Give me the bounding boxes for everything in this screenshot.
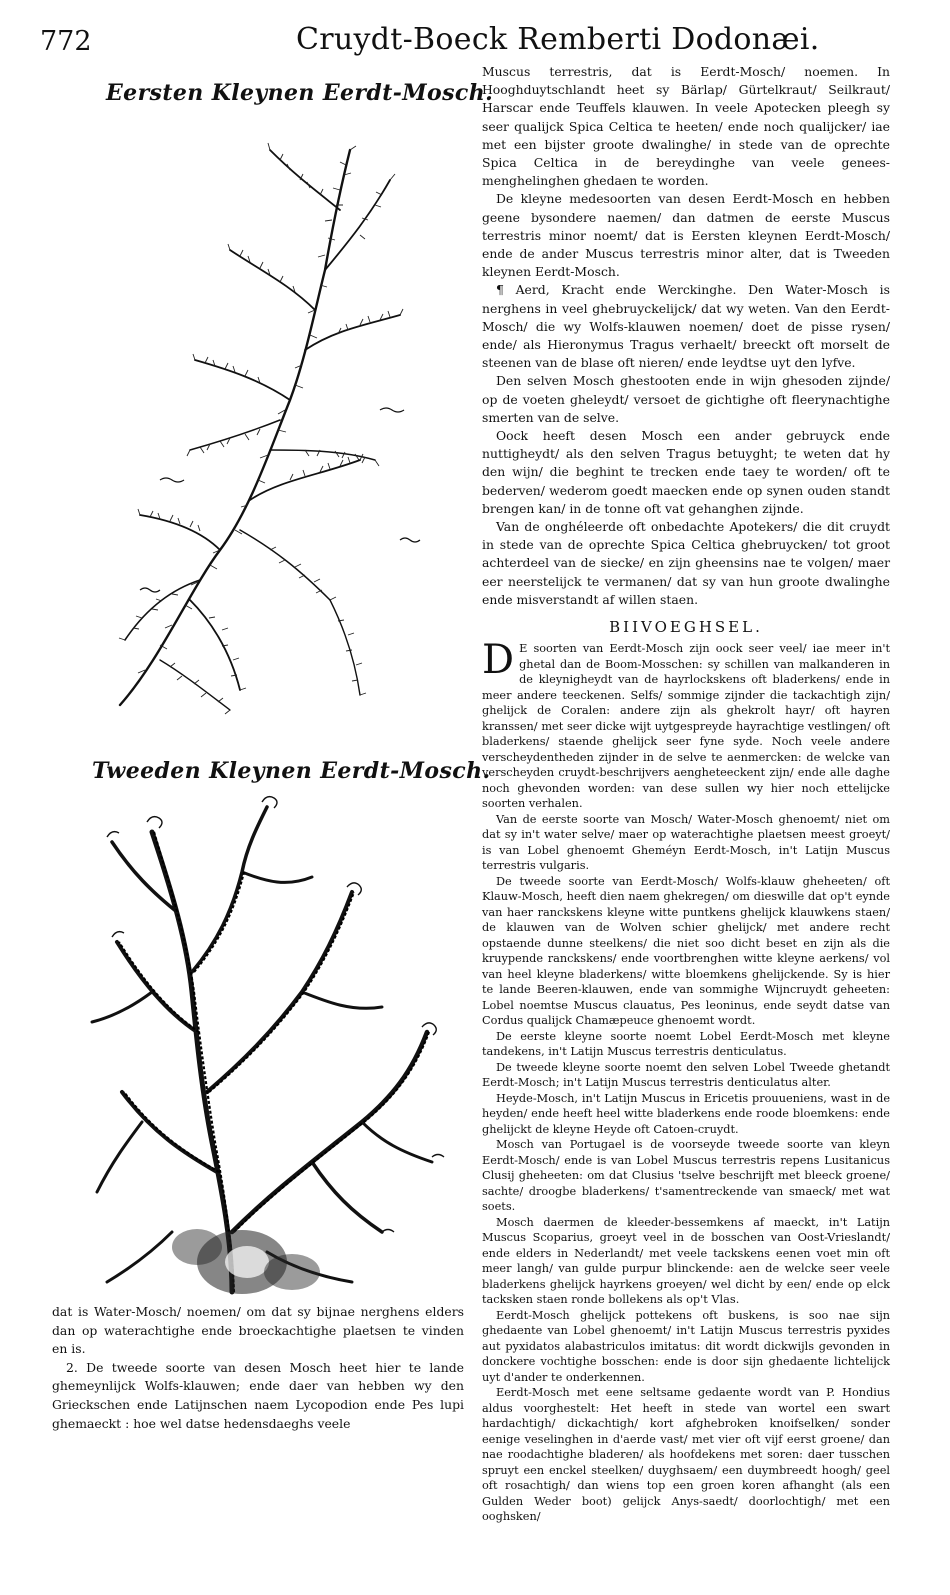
paragraph: Mosch van Portugael is de voorseyde tweede soorte van kleyn Eerdt-Mosch/ ende is van Lobel Muscus terrestris repens Lusitanicus Clusij gheheeten: om dat Clusius 'tselve beschrijft met bleeck groene/ sachte/ droogbe bladerkens/ t'samentreckende van smaeck/ met wat soets. <box>482 1138 890 1214</box>
left-column <box>52 1303 464 1433</box>
paragraph: Van de onghéleerde oft onbedachte Apotekers/ die dit cruydt in stede van de oprechte Spica Celtica ghebruycken/ tot groot achterdeel van de siecke/ en zijn gheensins nae te volgen/ maer eer neerstelijck te vermanen/ dat sy van hun groote dwalinghe ende misverstandt af willen staen. <box>482 519 890 607</box>
paragraph: dat is Water-Mosch/ noemen/ om dat sy bijnae nerghens elders dan op waterachtighe ende broeckachtighe plaetsen te vinden en is. <box>52 1304 464 1357</box>
paragraph: De tweede soorte van Eerdt-Mosch/ Wolfs-klauw gheheeten/ oft Klauw-Mosch, heeft dien naem ghekregen/ om dieswille dat op't eynde van haer ranckskens kleyne witte puntkens ghelijck klauwkens staen/ de klauwen van de Wolven schier ghelijck/ met andere recht opstaende dunne steelkens/ die niet soo dicht beset en zijn als die kruypende ranckskens/ ende voortbrenghen witte kleyne aerkens/ vol van heel kleyne bladerkens/ witte bloemkens ghelijckende. Sy is hier te lande Beeren-klauwen, ende van sommighe Wijncruydt geheeten: Lobel noemtse Muscus clauatus, Pes leoninus, ende seydt datse van Cordus qualijck Chamæpeuce ghenoemt wordt. <box>482 874 890 1028</box>
paragraph <box>482 637 890 812</box>
paragraph: De kleyne medesoorten van desen Eerdt-Mosch en hebben geene bysondere naemen/ dan datmen de eerste Muscus terrestris minor noemt/ dat is Eersten kleynen Eerdt-Mosch/ ende de ander Muscus terrestris minor alter, dat is Tweeden kleynen Eerdt-Mosch. <box>482 191 890 280</box>
page-number: 772 <box>40 26 92 57</box>
paragraph: 2. De tweede soorte van desen Mosch heet hier te lande ghemeynlijck Wolfs-klauwen; ende daer van hebben wy den Grieckschen ende Latijnschen naem Lycopodion ende Pes lupi ghemaeckt : hoe wel datse hedensdaeghs veele <box>52 1359 464 1431</box>
running-title: Cruydt-Boeck Remberti Dodonæi. <box>296 22 820 57</box>
paragraph: Mosch daermen de kleeder-bessemkens af maeckt, in't Latijn Muscus Scoparius, groeyt veel in de bosschen van Oost-Vrieslandt/ ende elders in Nederlandt/ met veele tackskens eenen voet min oft meer langh/ van gulde purpur blinckende: aen de welcke seer veele bladerkens ghelijck hayrkens groeyen/ wel dicht by een/ ende op elck tacksken staen ronde bollekens als op't Vlas. <box>482 1215 890 1307</box>
paragraph: De eerste kleyne soorte noemt Lobel Eerdt-Mosch met kleyne tandekens, in't Latijn Muscus terrestris denticulatus. <box>482 1029 890 1059</box>
paragraph: De tweede kleyne soorte noemt den selven Lobel Tweede ghetandt Eerdt-Mosch; in't Latijn Muscus terrestris denticulatus alter. <box>482 1060 890 1090</box>
moss-woodcut-2-icon <box>82 792 452 1298</box>
moss-woodcut-1-icon <box>100 120 440 720</box>
paragraph: Eerdt-Mosch met eene seltsame gedaente wordt van P. Hondius aldus voorghestelt: Het heeft in stede van wortel een swart hardachtigh/ dickachtigh/ kort afghebroken knoifselken/ sonder eenige veselinghen in d'aerde vast/ met vier oft vijf eerst groene/ dan nae roodachtighe bladeren/ als hoofdekens met soren: daer tusschen spruyt een enckel steelken/ duyghsaem/ een duymbreedt hoogh/ geel oft rosachtigh/ dan wiens top een groen koren afhanght (als een Gulden Weder boot) gelijck Anys-saedt/ doorlochtigh/ met een ooghsken/ <box>482 1386 890 1524</box>
drop-cap: D <box>482 637 515 684</box>
section-heading: BIIVOEGHSEL. <box>609 618 763 637</box>
paragraph: Eerdt-Mosch ghelijck pottekens oft buskens, is soo nae sijn ghedaente van Lobel ghenoemt/ in't Latijn Muscus terrestris pyxides aut pyxidatos alabastriculos imitatus: dit wordt dickwijls gevonden in donckere vochtighe bosschen: ende is door sijn ghedaente lichtelijck uyt d'ander te onderkennen. <box>482 1308 890 1384</box>
paragraph: Oock heeft desen Mosch een ander gebruyck ende nuttigheydt/ als den selven Tragus betuyght; te weten dat hy den wijn/ die beghint te trecken ende taey te worden/ oft te bederven/ wederom goedt maecken ende op synen ouden standt brengen kan/ in de tonne oft vat gehanghen zijnde. <box>482 428 890 516</box>
figure-caption-1: Eersten Kleynen Eerdt-Mosch. <box>106 80 494 106</box>
paragraph: Den selven Mosch ghestooten ende in wijn ghesoden zijnde/ op de voeten gheleydt/ versoet de gichtighe oft fleerynachtighe smerten van de selve. <box>482 373 890 425</box>
right-column <box>482 63 890 1525</box>
paragraph: ¶ Aerd, Kracht ende Werckinghe. Den Water-Mosch is nerghens in veel ghebruyckelijck/ dat wy weten. Van den Eerdt-Mosch/ die wy Wolfs-klauwen noemen/ doet de pisse rysen/ ende/ als Hieronymus Tragus verhaelt/ breeckt oft morselt de steenen van de blase oft nieren/ ende leydtse uyt den lyfve. <box>482 282 890 371</box>
paragraph: Muscus terrestris, dat is Eerdt-Mosch/ noemen. In Hooghduytschlandt heet sy Bärlap/ Gürtelkraut/ Seilkraut/ Harscar ende Teuffels klauwen. In veele Apotecken pleegh sy seer qualijck Spica Celtica te heeten/ ende noch qualijcker/ iae met een bijster groote dwalinghe/ in stede van de oprechte Spica Celtica in de bereydinghe van veele genees-menghelinghen ghedaen te worden. <box>482 64 890 189</box>
paragraph: Van de eerste soorte van Mosch/ Water-Mosch ghenoemt/ niet om dat sy in't water selve/ maer op waterachtighe plaetsen meest groeyt/ is van Lobel ghenoemt Gheméyn Eerdt-Mosch, in't Latijn Muscus terrestris vulgaris. <box>482 812 890 873</box>
figure-caption-2: Tweeden Kleynen Eerdt-Mosch. <box>92 758 491 784</box>
paragraph-text: E soorten van Eerdt-Mosch zijn oock seer veel/ iae meer in't ghetal dan de Boom-Mosschen: sy schillen van malkanderen in de kleynigheydt van de hayrlockskens oft bladerkens/ ende in meer andere teeckenen. Selfs/ sommige zijnder die tackachtigh zijn/ ghelijck de Coralen: andere zijn als ghekrolt hayr/ oft hayren kranssen/ met seer dicke wijt uytgespreyde hayrachtige vestlingen/ oft bladerkens/ staende ghelijck seer fyne syde. Noch veele andere verscheydentheden zijnder in de selve te aenmercken: de welcke van verscheyden cruydt-beschrijvers aengheteeckent zijn/ ende alle daghe noch ghevonden worden: van dese sullen wy hier noch ettelijcke soorten verhalen. <box>482 642 890 811</box>
paragraph: Heyde-Mosch, in't Latijn Muscus in Ericetis prouueniens, wast in de heyden/ ende heeft heel witte bladerkens ende roode bloemkens: ende ghelijckt de kleyne Heyde oft Catoen-cruydt. <box>482 1091 890 1136</box>
